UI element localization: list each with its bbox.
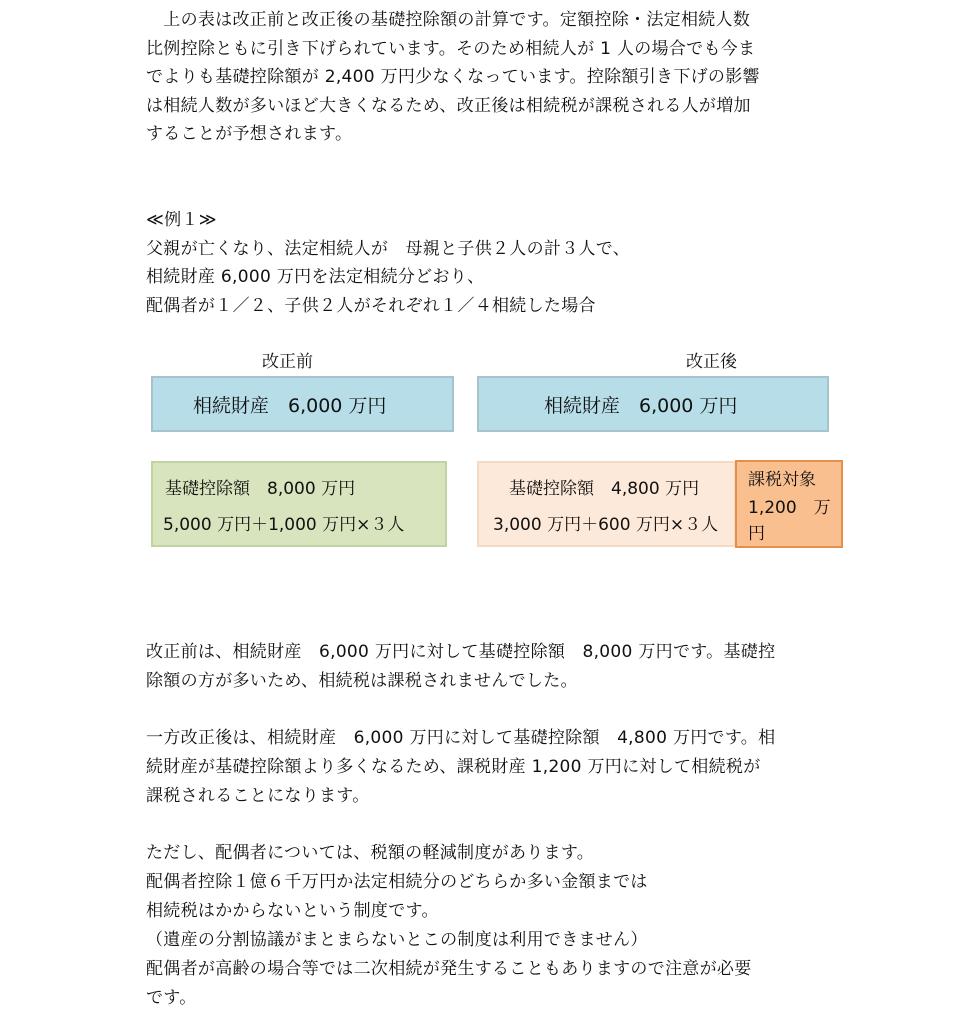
body-line: 除額の方が多いため、相続税は課税されませんでした。 <box>146 671 578 691</box>
after-deduction-formula: 3,000 万円＋600 万円×３人 <box>493 515 719 535</box>
body-line: 相続税はかからないという制度です。 <box>146 901 439 921</box>
intro-line: 上の表は改正前と改正後の基礎控除額の計算です。定額控除・法定相続人数 <box>146 10 751 30</box>
after-deduction-title: 基礎控除額 4,800 万円 <box>509 479 700 499</box>
after-estate-label: 相続財産 6,000 万円 <box>544 395 738 417</box>
body-line: 配偶者が高齢の場合等では二次相続が発生することもありますので注意が必要 <box>146 959 752 979</box>
taxable-unit: 円 <box>748 524 765 544</box>
example-heading: ≪例１≫ <box>146 210 217 230</box>
intro-line: することが予想されます。 <box>146 124 353 144</box>
body-line: 続財産が基礎控除額より多くなるため、課税財産 1,200 万円に対して相続税が <box>146 757 761 777</box>
body-line: 配偶者控除１億６千万円か法定相続分のどちらか多い金額までは <box>146 872 648 892</box>
intro-line: 比例控除ともに引き下げられています。そのため相続人が 1 人の場合でも今ま <box>146 39 756 59</box>
intro-line: でよりも基礎控除額が 2,400 万円少なくなっています。控除額引き下げの影響 <box>146 67 760 87</box>
before-estate-box <box>151 376 454 432</box>
before-deduction-title: 基礎控除額 8,000 万円 <box>165 479 356 499</box>
before-caption: 改正前 <box>262 352 313 372</box>
body-line: です。 <box>146 988 197 1008</box>
after-caption: 改正後 <box>686 352 737 372</box>
before-estate-label: 相続財産 6,000 万円 <box>193 395 387 417</box>
taxable-label: 課税対象 <box>748 470 816 490</box>
body-line: （遺産の分割協議がまとまらないとこの制度は利用できません） <box>146 930 648 950</box>
body-line: 改正前は、相続財産 6,000 万円に対して基礎控除額 8,000 万円です。基礎控 <box>146 642 776 662</box>
before-deduction-formula: 5,000 万円＋1,000 万円×３人 <box>163 515 405 535</box>
example-line: 配偶者が１／２、子供２人がそれぞれ１／４相続した場合 <box>146 296 596 316</box>
body-line: 課税されることになります。 <box>146 786 370 806</box>
after-deduction-box <box>477 461 736 547</box>
example-line: 相続財産 6,000 万円を法定相続分どおり、 <box>146 267 485 287</box>
body-line: ただし、配偶者については、税額の軽減制度があります。 <box>146 843 595 863</box>
taxable-box <box>735 460 843 548</box>
before-deduction-box <box>151 461 447 547</box>
body-line: 一方改正後は、相続財産 6,000 万円に対して基礎控除額 4,800 万円です。相 <box>146 728 776 748</box>
after-estate-box <box>477 376 829 432</box>
intro-line: は相続人数が多いほど大きくなるため、改正後は相続税が課税される人が増加 <box>146 96 751 116</box>
taxable-amount: 1,200 万 <box>748 498 831 518</box>
example-line: 父親が亡くなり、法定相続人が 母親と子供２人の計３人で、 <box>146 239 631 259</box>
